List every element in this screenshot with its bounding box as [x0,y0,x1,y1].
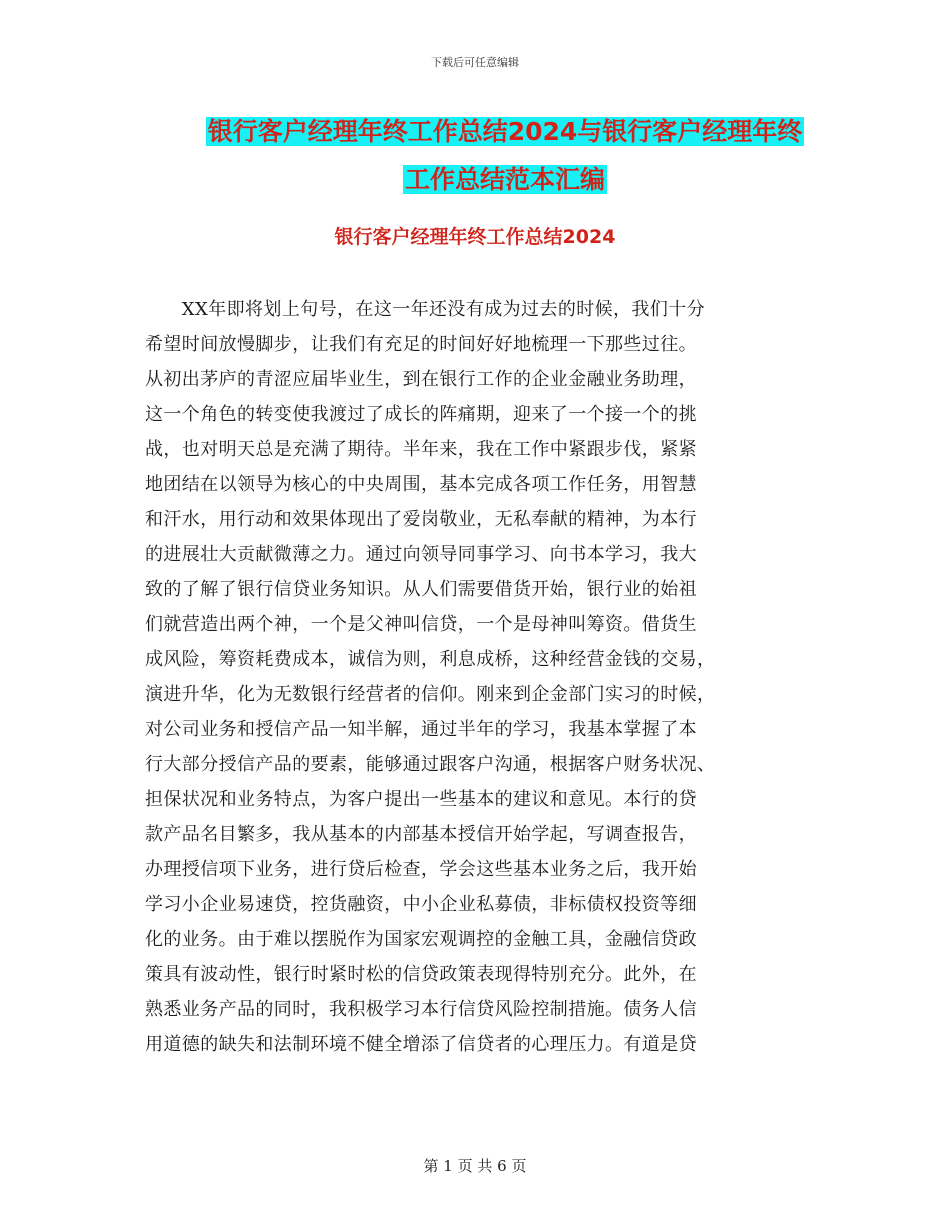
document-title [120,108,890,204]
body-line: 地团结在以领导为核心的中央周围，基本完成各项工作任务，用智慧 [145,474,697,495]
body-line: 成风险，筹资耗费成本，诚信为则，利息成桥，这种经营金钱的交易， [145,649,716,670]
body-line: 行大部分授信产品的要素，能够通过跟客户沟通，根据客户财务状况、 [145,754,716,775]
body-line: 款产品名目繁多，我从基本的内部基本授信开始学起，写调查报告， [145,824,697,845]
body-text [145,292,805,1062]
body-line: 担保状况和业务特点，为客户提出一些基本的建议和意见。本行的贷 [145,789,697,810]
body-line: 办理授信项下业务，进行贷后检查，学会这些基本业务之后，我开始 [145,859,697,880]
section-title: 银行客户经理年终工作总结2024 [334,226,616,248]
body-line: 演进升华，化为无数银行经营者的信仰。刚来到企金部门实习的时候， [145,684,716,705]
header-note: 下载后可任意编辑 [431,56,519,69]
body-line: 战，也对明天总是充满了期待。半年来，我在工作中紧跟步伐，紧紧 [145,439,697,460]
page-footer: 第 1 页 共 6 页 [423,1157,527,1175]
body-line: 希望时间放慢脚步，让我们有充足的时间好好地梳理一下那些过往。 [145,334,697,355]
body-line: 学习小企业易速贷，控货融资，中小企业私募债，非标债权投资等细 [145,894,697,915]
body-line: 和汗水，用行动和效果体现出了爱岗敬业，无私奉献的精神，为本行 [145,509,697,530]
body-line: 策具有波动性，银行时紧时松的信贷政策表现得特别充分。此外，在 [145,964,697,985]
body-line: 的进展壮大贡献微薄之力。通过向领导同事学习、向书本学习，我大 [145,544,697,565]
document-title-line-2: 工作总结范本汇编 [404,165,605,194]
body-line: 从初出茅庐的青涩应届毕业生，到在银行工作的企业金融业务助理， [145,369,697,390]
body-line: 熟悉业务产品的同时，我积极学习本行信贷风险控制措施。债务人信 [145,999,697,1020]
body-line: XX年即将划上句号，在这一年还没有成为过去的时候，我们十分 [145,299,706,320]
body-line: 致的了解了银行信贷业务知识。从人们需要借货开始，银行业的始祖 [145,579,697,600]
document-title-line-1: 银行客户经理年终工作总结2024与银行客户经理年终 [207,117,803,146]
body-line: 们就营造出两个神，一个是父神叫信贷，一个是母神叫筹资。借货生 [145,614,697,635]
body-line: 化的业务。由于难以摆脱作为国家宏观调控的金触工具，金融信贷政 [145,929,697,950]
body-line: 用道德的缺失和法制环境不健全增添了信贷者的心理压力。有道是贷 [145,1034,697,1055]
body-line: 对公司业务和授信产品一知半解，通过半年的学习，我基本掌握了本 [145,719,697,740]
body-line: 这一个角色的转变使我渡过了成长的阵痛期，迎来了一个接一个的挑 [145,404,697,425]
